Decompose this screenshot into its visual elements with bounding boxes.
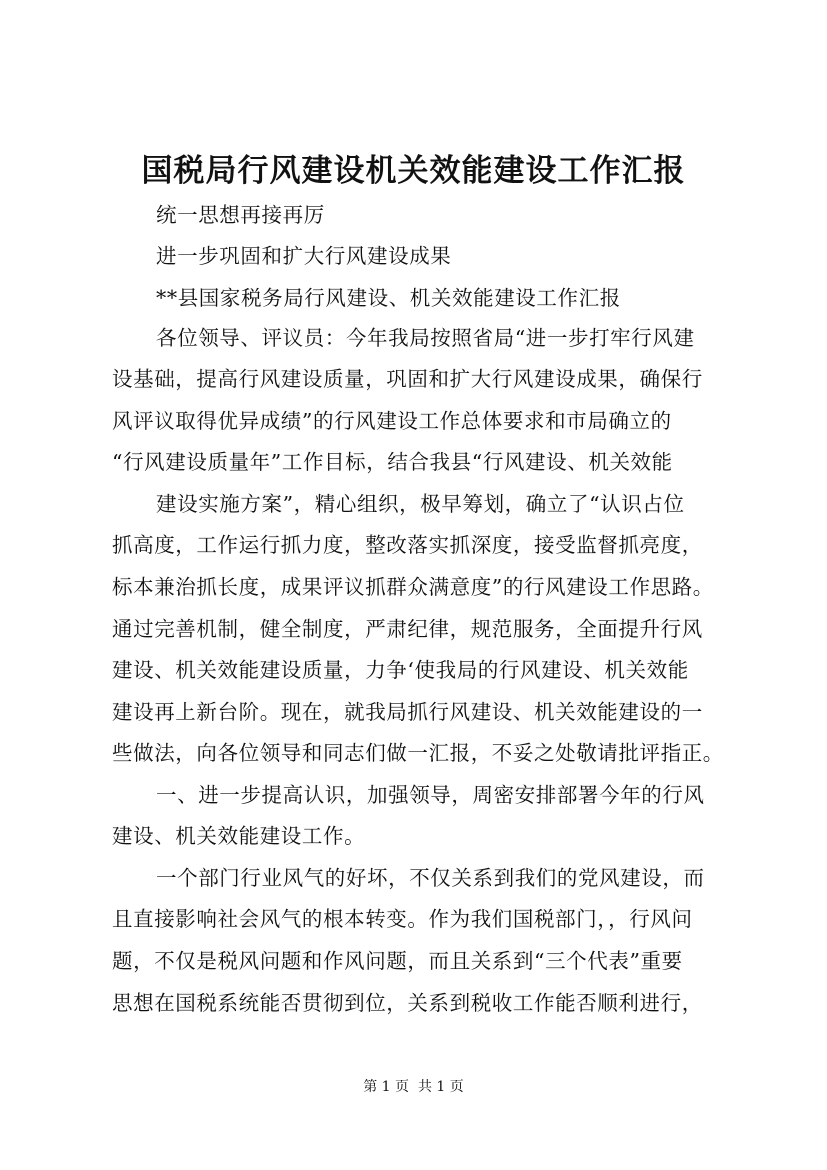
section-heading-line: 建设、机关效能建设工作。: [112, 824, 366, 848]
subtitle-line-3: **县国家税务局行风建设、机关效能建设工作汇报: [156, 286, 621, 310]
body-line: 风评议取得优异成绩”的行风建设工作总体要求和市局确立的: [112, 409, 672, 433]
body-line: 标本兼治抓长度，成果评议抓群众满意度”的行风建设工作思路。: [112, 575, 714, 599]
section-heading-line: 一、进一步提高认识，加强领导，周密安排部署今年的行风: [156, 783, 705, 807]
body-line: 一个部门行业风气的好坏，不仅关系到我们的党风建设，而: [156, 866, 705, 890]
body-line: 抓高度，工作运行抓力度，整改落实抓深度，接受监督抓亮度，: [112, 533, 703, 557]
body-line: 些做法，向各位领导和同志们做一汇报，不妥之处敬请批评指正。: [112, 741, 724, 765]
body-line: 通过完善机制，健全制度，严肃纪律，规范服务，全面提升行风: [112, 617, 703, 641]
body-line: 设基础，提高行风建设质量，巩固和扩大行风建设成果，确保行: [112, 367, 703, 391]
body-line: 思想在国税系统能否贯彻到位，关系到税收工作能否顺利进行，: [112, 991, 703, 1015]
body-line: 建设、机关效能建设质量，力争‘使我局的行风建设、机关效能: [112, 658, 689, 682]
body-line: 且直接影响社会风气的根本转变。作为我们国税部门，，行风问: [112, 907, 693, 931]
body-line: 建设实施方案”，精心组织，极早筹划，确立了“认识占位: [156, 492, 685, 516]
body-line: 建设再上新台阶。现在，就我局抓行风建设、机关效能建设的一: [112, 700, 703, 724]
body-line: 题，不仅是税风问题和作风问题，而且关系到“三个代表”重要: [112, 949, 683, 973]
document-title: 国税局行风建设机关效能建设工作汇报: [141, 153, 686, 189]
subtitle-line-1: 统一思想再接再厉: [156, 203, 325, 227]
subtitle-line-2: 进一步巩固和扩大行风建设成果: [156, 244, 452, 268]
page-footer: 第 1 页 共 1 页: [363, 1079, 464, 1095]
body-line: 各位领导、评议员：今年我局按照省局“进一步打牢行风建: [156, 326, 695, 350]
body-line: “行风建设质量年”工作目标，结合我县“行风建设、机关效能: [112, 450, 673, 474]
